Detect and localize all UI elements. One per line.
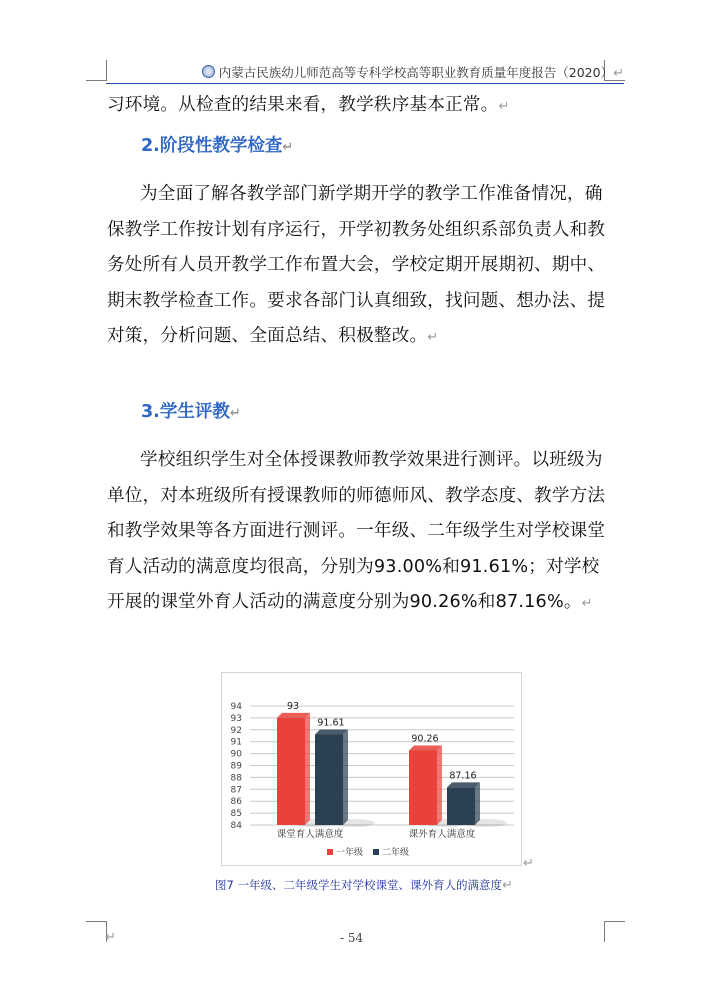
- bar-top: [409, 746, 442, 751]
- x-category-label: 课堂育人满意度: [276, 829, 344, 840]
- data-label: 87.16: [449, 770, 477, 782]
- bar-top: [277, 713, 310, 718]
- y-tick-label: 90: [230, 749, 242, 760]
- legend-label: 一年级: [336, 848, 364, 858]
- bar: [447, 787, 475, 825]
- y-tick-label: 94: [230, 702, 242, 712]
- legend-swatch: [327, 849, 333, 855]
- paragraph-mark-icon: ↵: [498, 99, 510, 114]
- data-label: 90.26: [411, 733, 439, 745]
- paragraph-student-evaluation: 学校组织学生对全体授课教师教学效果进行测评。以班级为单位，对本班级所有授课教师的师德师风、教学态度、教学方法和教学效果等各方面进行测评。一年级、二年级学生对学校课堂育人活动的满意度均很高，分别为93.00%和91.61%；对学校开展的课堂外育人活动的满意度分别为90.26%和87.16%。↵: [107, 450, 606, 612]
- y-tick-label: 93: [230, 713, 242, 724]
- y-tick-label: 88: [230, 773, 242, 784]
- y-tick-label: 92: [230, 725, 242, 736]
- bar: [315, 734, 343, 825]
- bar: [277, 718, 305, 825]
- crop-mark-bottom-right: [604, 921, 625, 942]
- page-header: [106, 63, 624, 84]
- bar-side: [437, 746, 442, 825]
- paragraph-stage-inspection: 为全面了解各教学部门新学期开学的教学工作准备情况，确保教学工作按计划有序运行，开学初教务处组织系部负责人和教务处所有人员开教学工作布置大会，学校定期开展期初、期中、期末教学检查工作。要求各部门认真细致，找问题、想办法、提对策，分析问题、全面总结、积极整改。↵: [107, 184, 606, 346]
- y-tick-label: 91: [230, 737, 242, 748]
- paragraph-mark-icon: ↵: [105, 930, 116, 945]
- bar-side: [343, 729, 348, 825]
- paragraph-mark-icon: ↵: [581, 596, 593, 611]
- page-number: - 54: [340, 931, 364, 945]
- bar-top: [315, 729, 348, 734]
- y-tick-label: 86: [230, 797, 242, 808]
- y-tick-label: 84: [230, 821, 242, 831]
- paragraph-mark-icon: ↵: [427, 330, 439, 345]
- bar-side: [305, 713, 310, 825]
- paragraph-continuation: 习环境。从检查的结果来看，教学秩序基本正常。↵: [107, 95, 510, 115]
- bar: [409, 751, 437, 825]
- bar-top: [447, 782, 480, 787]
- bar-side: [475, 782, 480, 825]
- legend-label: 二年级: [382, 848, 410, 858]
- y-tick-label: 87: [230, 785, 242, 796]
- paragraph-mark-icon: ↵: [229, 406, 241, 421]
- paragraph-mark-icon: ↵: [523, 856, 534, 871]
- crop-mark-top-left: [86, 60, 107, 81]
- legend-swatch: [373, 849, 379, 855]
- crop-mark-bottom-left: [86, 921, 107, 942]
- x-category-label: 课外育人满意度: [408, 829, 476, 840]
- figure-caption: 图7 一年级、二年级学生对学校课堂、课外育人的满意度↵: [215, 878, 513, 893]
- satisfaction-chart: [221, 672, 522, 866]
- header-text: 内蒙古民族幼儿师范高等专科学校高等职业教育质量年度报告（2020）: [218, 65, 614, 80]
- paragraph-mark-icon: ↵: [501, 878, 513, 893]
- paragraph-mark-icon: ↵: [282, 140, 294, 155]
- data-label: 91.61: [317, 717, 345, 729]
- section-heading-2: 2.阶段性教学检查↵: [141, 136, 294, 156]
- school-logo-icon: [202, 65, 215, 78]
- y-tick-label: 89: [230, 761, 242, 772]
- bar-chart-svg: [222, 673, 521, 865]
- y-tick-label: 85: [230, 809, 242, 820]
- paragraph-mark-icon: ↵: [613, 66, 624, 81]
- data-label: 93: [286, 700, 300, 712]
- section-heading-3: 3.学生评教↵: [141, 402, 241, 422]
